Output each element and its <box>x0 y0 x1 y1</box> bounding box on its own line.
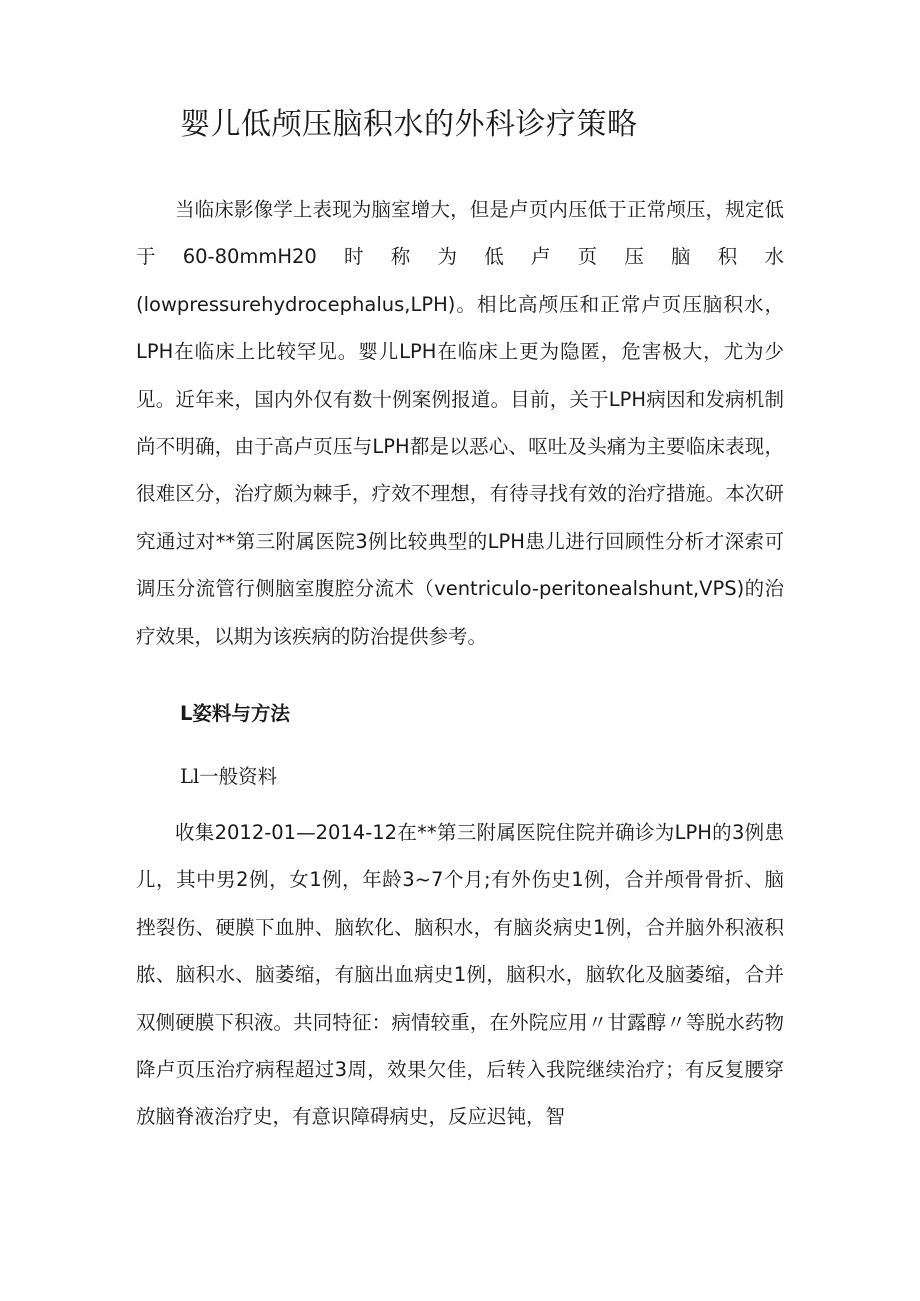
intro-paragraph: 当临床影像学上表现为脑室增大，但是卢页内压低于正常颅压，规定低于60-80mmH20时称为低卢页压脑积水(lowpressurehydrocephalus,LPH)。相比高颅压和正常卢页压脑积水，LPH在临床上比较罕见。婴儿LPH在临床上更为隐匿，危害极大，尤为少见。近年来，国内外仅有数十例案例报道。目前，关于LPH病因和发病机制尚不明确，由于高卢页压与LPH都是以恶心、呕吐及头痛为主要临床表现，很难区分，治疗颇为棘手，疗效不理想，有待寻找有效的治疗措施。本次研究通过对**第三附属医院3例比较典型的LPH患儿进行回顾性分析才深索可调压分流管行侧脑室腹腔分流术（ventriculo-peritonealshunt,VPS)的治疗效果，以期为该疾病的防治提供参考。 <box>136 198 784 648</box>
subsection-heading-general-data: Ll一般资料 <box>180 765 278 788</box>
document-title: 婴儿低颅压脑积水的外科诊疗策略 <box>180 107 638 142</box>
general-data-paragraph: 收集2012-01—2014-12在**第三附属医院住院并确诊为LPH的3例患儿，其中男2例，女1例，年龄3~7个月;有外伤史1例，合并颅骨骨折、脑挫裂伤、硬膜下血肿、脑软化、脑积水，有脑炎病史1例，合并脑外积液积脓、脑积水、脑萎缩，有脑出血病史1例，脑积水，脑软化及脑萎缩，合并双侧硬膜下积液。共同特征：病情较重，在外院应用〃甘露醇〃等脱水药物降卢页压治疗病程超过3周，效果欠佳，后转入我院继续治疗；有反复腰穿放脑脊液治疗史，有意识障碍病史，反应迟钝，智 <box>136 821 784 1129</box>
section-heading-materials-methods: L姿料与方法 <box>180 702 290 725</box>
